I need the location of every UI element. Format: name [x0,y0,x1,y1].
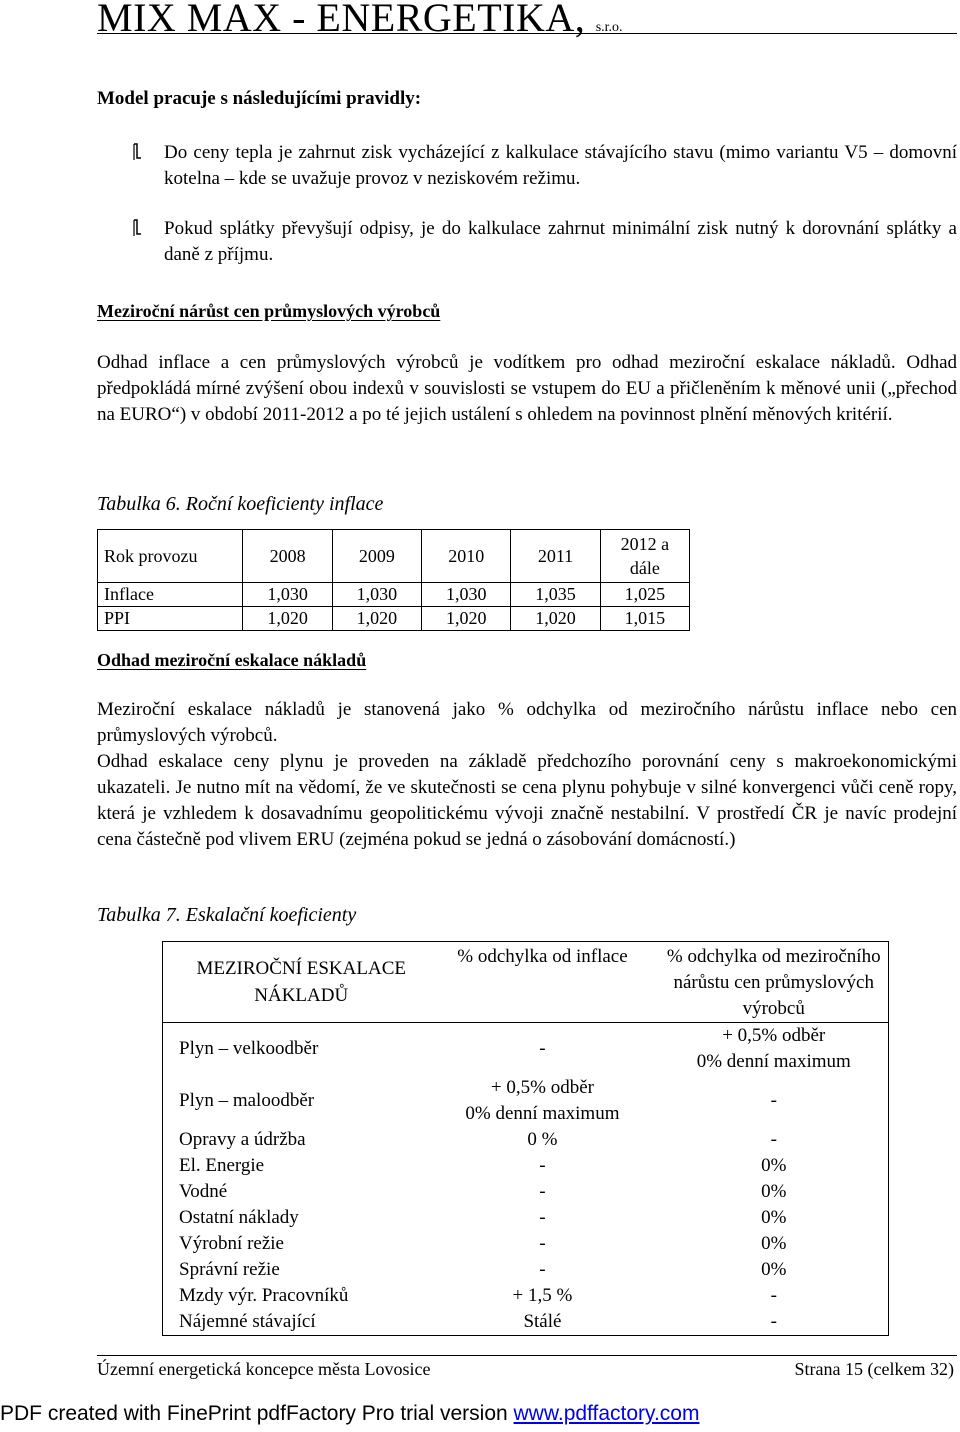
table-row [163,1153,889,1179]
table-row [98,607,690,631]
table-cell: Plyn – maloodběr [163,1075,426,1127]
table-row [163,1023,889,1076]
table-row [163,1127,889,1153]
table-cell: 0% [659,1179,888,1205]
table-cell: 1,020 [511,607,600,631]
rule-bullet-2 [97,216,957,268]
table-cell: PPI [98,607,243,631]
table-cell: Nájemné stávající [163,1309,426,1336]
table-row [163,1075,889,1127]
table-cell: 1,030 [422,583,511,607]
table-cell: 1,025 [600,583,689,607]
table-cell: - [659,1309,888,1336]
table-cell: 0% [659,1205,888,1231]
table-cell: 1,030 [332,583,421,607]
pdffactory-link[interactable]: www.pdffactory.com [513,1402,700,1425]
table-header-cell: 2012 a dále [600,530,689,583]
table-row [163,1283,889,1309]
table-row [163,1205,889,1231]
table-row [163,1231,889,1257]
escalation-paragraph-2: Odhad eskalace ceny plynu je proveden na základě předchozího porovnání ceny s makroekonomickými ukazateli. Je nutno mít na vědomí, že ve skutečnosti se cena plynu pohybuje v silné konvergenci vůči ceně ropy, která je vzhledem k dosavadnímu geopolitickému vývoji značně nestabilní. V prostředí ČR je navíc prodejní cena částečně pod vlivem ERU (zejména pokud se jedná o zásobování domácností.) [97,751,957,850]
bullet-icon [132,143,142,161]
table-cell: 0% [659,1231,888,1257]
table-cell: Inflace [98,583,243,607]
table-header-cell: MEZIROČNÍ ESKALACE NÁKLADŮ [163,942,426,1023]
table-cell: 1,020 [243,607,332,631]
table-header-cell: 2010 [422,530,511,583]
table-cell: - [659,1075,888,1127]
rule-bullet-1 [97,140,957,192]
table-cell: - [539,1259,546,1280]
table-cell: - [539,1038,546,1059]
rule-bullet-text: Pokud splátky převyšují odpisy, je do kalkulace zahrnut minimální zisk nutný k dorovnání splátky a daně z příjmu. [164,218,957,265]
table-header-cell: % odchylka od meziročního nárůstu cen průmyslových výrobců [659,942,888,1023]
table-cell: - [659,1283,888,1309]
table-header-cell: Rok provozu [98,530,243,583]
table-cell: 1,030 [243,583,332,607]
footer-divider [97,1355,957,1356]
footer-page-number: Strana 15 (celkem 32) [794,1359,954,1379]
table-row [163,1179,889,1205]
table-cell: Správní režie [163,1257,426,1283]
table-cell: Stálé [425,1309,659,1336]
table-cell: 1,035 [511,583,600,607]
growth-paragraph: Odhad inflace a cen průmyslových výrobců je vodítkem pro odhad meziroční eskalace nákladů. Odhad předpokládá mírné zvýšení obou indexů v souvislosti se vstupem do EU a přičleněním k měnové unii („přechod na EURO“) v období 2011-2012 a po té jejich ustálení s ohledem na povinnost plnění měnových kritérií. [97,352,957,425]
rule-bullet-text: Do ceny tepla je zahrnut zisk vycházející z kalkulace stávajícího stavu (mimo variantu V5 – domovní kotelna – kde se uvažuje provoz v neziskovém režimu. [164,142,957,189]
growth-heading: Meziroční nárůst cen průmyslových výrobců [97,301,441,321]
table-cell: - [539,1181,546,1202]
table-header-cell: 2011 [511,530,600,583]
bullet-icon [132,219,142,237]
table-cell: 1,020 [422,607,511,631]
table-cell: El. Energie [163,1153,426,1179]
table-cell: 0 % [527,1129,558,1150]
pdf-watermark-text: PDF created with FinePrint pdfFactory Pro trial version [0,1402,514,1425]
table-header-row [98,530,690,583]
table-cell: + 1,5 % [512,1285,573,1306]
pdf-watermark [0,1402,699,1426]
escalation-paragraph-1: Meziroční eskalace nákladů je stanovená jako % odchylka od meziročního nárůstu inflace nebo cen průmyslových výrobců. [97,699,957,746]
table-cell: Mzdy výr. Pracovníků [163,1283,426,1309]
table-cell: 0% [659,1153,888,1179]
table6-caption: Tabulka 6. Roční koeficienty inflace [97,493,384,515]
table-cell: + 0,5% odběr 0% denní maximum [659,1023,888,1076]
company-name: MIX MAX - ENERGETIKA, [97,0,596,40]
inflation-table [97,529,690,631]
table-cell: Opravy a údržba [163,1127,426,1153]
escalation-table [162,941,889,1336]
table-cell: - [539,1155,546,1176]
rules-heading: Model pracuje s následujícími pravidly: [97,88,422,109]
table7-caption: Tabulka 7. Eskalační koeficienty [97,904,357,926]
table-cell: 1,020 [332,607,421,631]
table-cell: Plyn – velkoodběr [163,1023,426,1076]
header-divider [97,33,957,34]
table-cell: 1,015 [600,607,689,631]
table-cell: + 0,5% odběr 0% denní maximum [465,1077,620,1124]
table-header-row [163,942,889,1023]
escalation-table-body [163,1023,889,1336]
escalation-heading: Odhad meziroční eskalace nákladů [97,650,367,670]
table-row [98,583,690,607]
footer-document-title: Územní energetická koncepce města Lovosice [97,1359,431,1379]
table-cell: - [539,1233,546,1254]
table-cell: Výrobní režie [163,1231,426,1257]
table-cell: - [539,1207,546,1228]
table-cell: 0% [659,1257,888,1283]
table-header-cell: 2008 [243,530,332,583]
table-header-cell: 2009 [332,530,421,583]
table-cell: Vodné [163,1179,426,1205]
company-suffix: s.r.o. [595,20,623,35]
table-cell: - [659,1127,888,1153]
document-header-title [97,0,623,41]
table-header-cell: % odchylka od inflace [425,942,659,1023]
table-row [163,1309,889,1336]
table-row [163,1257,889,1283]
table-cell: Ostatní náklady [163,1205,426,1231]
